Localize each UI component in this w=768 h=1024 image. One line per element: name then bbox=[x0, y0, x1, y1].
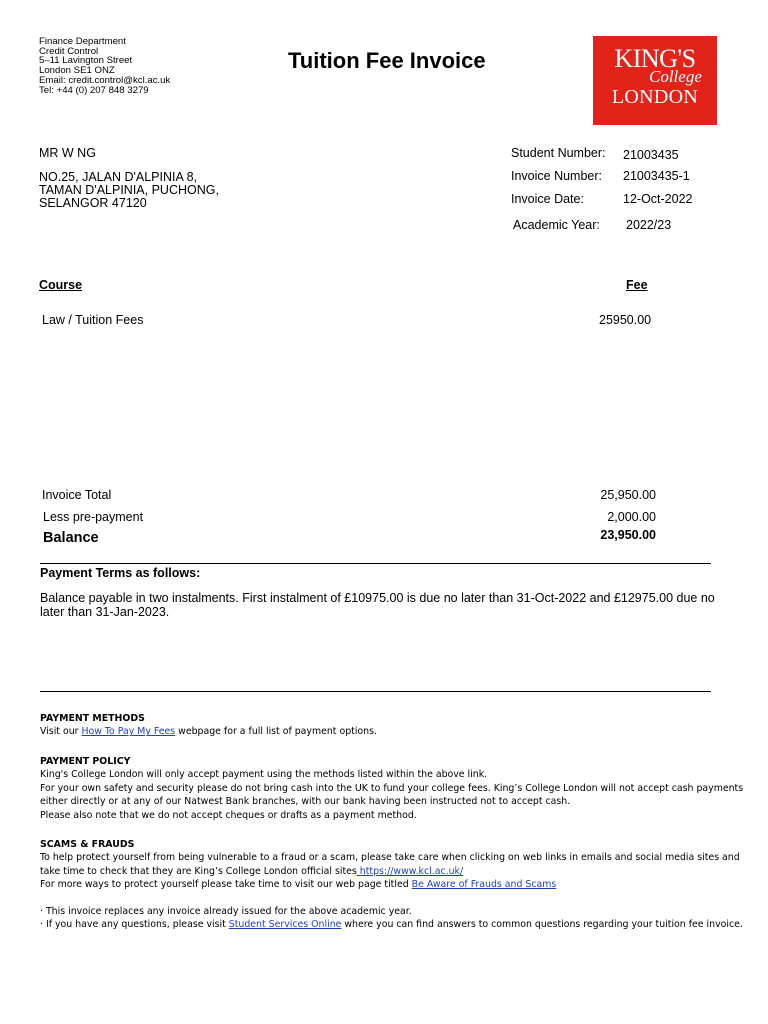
recipient-address bbox=[39, 171, 219, 210]
academic-year-label: Academic Year: bbox=[513, 218, 600, 232]
fee-header: Fee bbox=[626, 278, 648, 292]
note-line-2: · If you have any questions, please visit Student Services Online where you can find answers to common questions regarding your tuition fee invoice. bbox=[40, 919, 743, 931]
recipient-name: MR W NG bbox=[39, 146, 96, 160]
payment-policy-section bbox=[40, 755, 752, 822]
scams-text-2: For more ways to protect yourself please take time to visit our web page titled Be Aware of Frauds and Scams bbox=[40, 879, 557, 891]
payment-policy-heading: PAYMENT POLICY bbox=[40, 756, 131, 767]
invoice-total-label: Invoice Total bbox=[42, 488, 112, 502]
course-name: Law / Tuition Fees bbox=[42, 313, 144, 327]
sender-line: Finance Department bbox=[39, 36, 126, 47]
sender-address bbox=[39, 37, 170, 95]
course-header: Course bbox=[39, 278, 83, 292]
balance-value: 23,950.00 bbox=[600, 528, 656, 542]
student-number-label: Student Number: bbox=[511, 146, 606, 160]
sender-line: 5–11 Lavington Street bbox=[39, 55, 133, 67]
sender-email: Email: credit.control@kcl.ac.uk bbox=[39, 74, 171, 86]
invoice-date-label: Invoice Date: bbox=[511, 192, 584, 206]
kings-college-logo bbox=[593, 36, 717, 125]
payment-terms-text: Balance payable in two instalments. First instalment of £10975.00 is due no later than 31-Oct-2022 and £12975.00 due no later than 31-Jan-2023. bbox=[40, 591, 715, 619]
student-services-link[interactable]: Student Services Online bbox=[228, 919, 342, 931]
scams-heading: SCAMS & FRAUDS bbox=[40, 839, 135, 850]
prepayment-value: 2,000.00 bbox=[607, 510, 656, 524]
sender-phone: Tel: +44 (0) 207 848 3279 bbox=[39, 84, 149, 96]
address-line: SELANGOR 47120 bbox=[39, 196, 147, 210]
how-to-pay-link[interactable]: How To Pay My Fees bbox=[81, 726, 176, 738]
payment-methods-heading: PAYMENT METHODS bbox=[40, 713, 145, 724]
policy-line: King's College London will only accept payment using the methods listed within the above link. bbox=[40, 769, 488, 781]
sender-line: Credit Control bbox=[39, 45, 99, 57]
invoice-total-value: 25,950.00 bbox=[600, 488, 656, 502]
policy-line: Please also note that we do not accept cheques or drafts as a payment method. bbox=[40, 809, 417, 821]
payment-terms-heading: Payment Terms as follows: bbox=[40, 566, 201, 580]
address-line: NO.25, JALAN D'ALPINIA 8, bbox=[39, 170, 198, 184]
logo-line1: KING'S bbox=[614, 44, 696, 73]
kcl-website-link[interactable]: https://www.kcl.ac.uk/ bbox=[356, 865, 464, 877]
logo-line3: LONDON bbox=[611, 86, 699, 108]
prepayment-label: Less pre-payment bbox=[43, 510, 144, 524]
sender-line: London SE1 ONZ bbox=[39, 65, 115, 77]
logo-line2: College bbox=[649, 67, 702, 86]
frauds-scams-link[interactable]: Be Aware of Frauds and Scams bbox=[411, 879, 557, 891]
academic-year-value: 2022/23 bbox=[626, 218, 672, 232]
invoice-date-value: 12-Oct-2022 bbox=[623, 192, 693, 206]
notes-section bbox=[40, 905, 752, 932]
policy-line: For your own safety and security please do not bring cash into the UK to fund your college fees. King’s College London will not accept cash payments either directly or at any of our Natwest Bank branches, with our bank having been instructed not to accept cash. bbox=[40, 782, 744, 808]
balance-label: Balance bbox=[43, 530, 99, 546]
course-fee: 25950.00 bbox=[599, 313, 652, 327]
student-number-value: 21003435 bbox=[623, 148, 679, 162]
scams-text: To help protect yourself from being vulnerable to a fraud or a scam, please take care when clicking on web links in emails and social media sites and take time to check that they are King’s College London official sites https://www.kcl.ac.uk/ bbox=[40, 852, 740, 877]
divider-bottom bbox=[40, 691, 711, 692]
address-line: TAMAN D'ALPINIA, PUCHONG, bbox=[39, 183, 219, 197]
invoice-title: Tuition Fee Invoice bbox=[288, 48, 486, 73]
note-line: · This invoice replaces any invoice already issued for the above academic year. bbox=[40, 906, 412, 917]
divider-top bbox=[40, 563, 711, 564]
invoice-number-label: Invoice Number: bbox=[511, 169, 603, 183]
payment-methods-section bbox=[40, 712, 752, 739]
invoice-number-value: 21003435-1 bbox=[623, 169, 690, 183]
scams-section bbox=[40, 838, 752, 892]
payment-methods-text: Visit our How To Pay My Fees webpage for a full list of payment options. bbox=[40, 726, 377, 738]
